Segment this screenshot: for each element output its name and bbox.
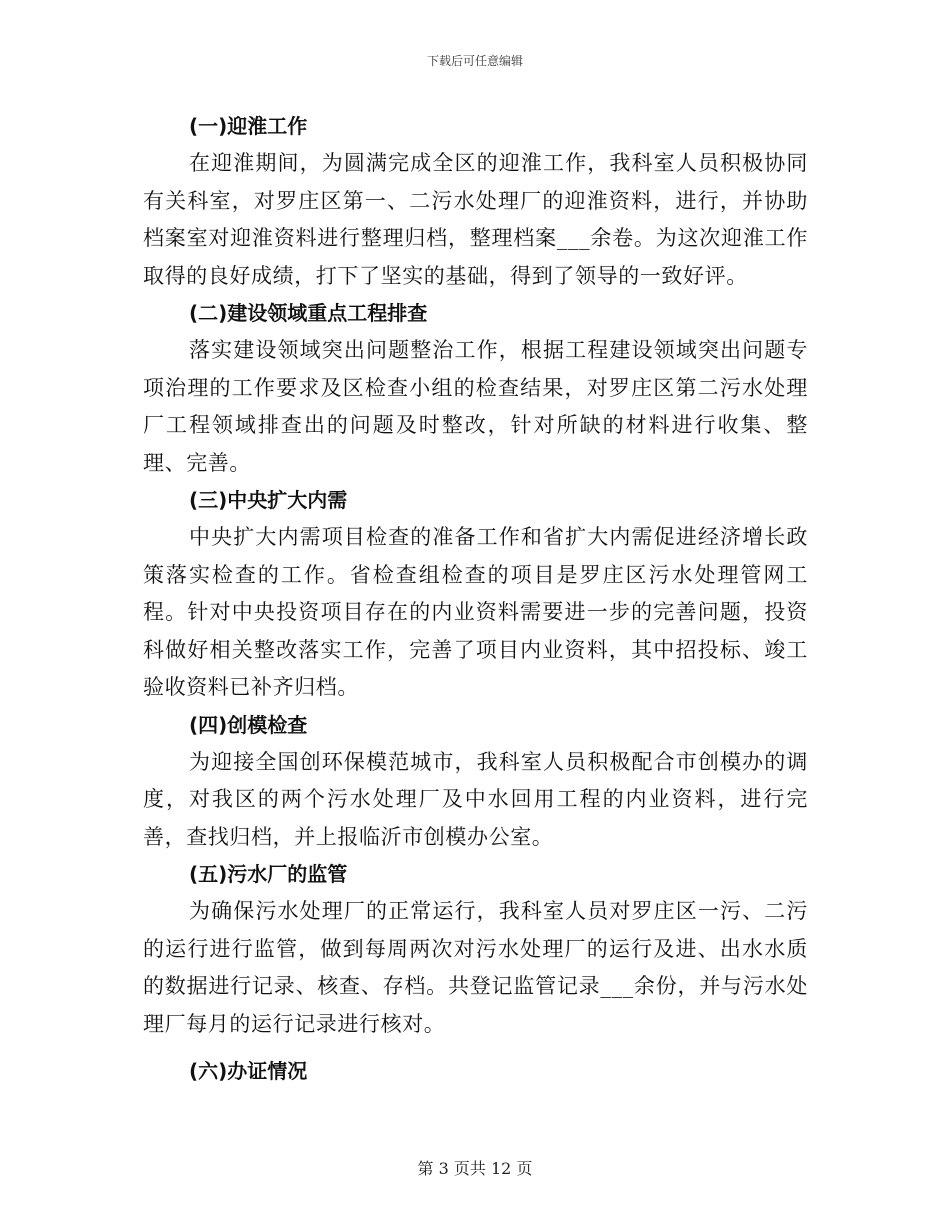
section-heading: (一)迎淮工作 <box>189 114 308 138</box>
page-header: 下载后可任意编辑 <box>426 54 523 68</box>
section-paragraph: 中央扩大内需项目检查的准备工作和省扩大内需促进经济增长政策落实检查的工作。省检查组检查的项目是罗庄区污水处理管网工程。针对中央投资项目存在的内业资料需要进一步的完善问题，投资科做好相关整改落实工作，完善了项目内业资料，其中招投标、竣工验收资料已补齐归档。 <box>143 525 808 699</box>
section-paragraph: 落实建设领域突出问题整治工作，根据工程建设领域突出问题专项治理的工作要求及区检查小组的检查结果，对罗庄区第二污水处理厂工程领域排查出的问题及时整改，针对所缺的材料进行收集、整理、完善。 <box>143 338 808 475</box>
section-paragraph: 为确保污水处理厂的正常运行，我科室人员对罗庄区一污、二污的运行进行监管，做到每周两次对污水处理厂的运行及进、出水水质的数据进行记录、核查、存档。共登记监管记录___余份，并与污水处理厂每月的运行记录进行核对。 <box>143 899 808 1036</box>
section-heading: (五)污水厂的监管 <box>189 862 348 886</box>
document-body <box>143 108 808 1090</box>
page-footer: 第 3 页共 12 页 <box>417 1159 533 1178</box>
section-heading: (二)建设领域重点工程排查 <box>189 301 428 325</box>
section-paragraph: 为迎接全国创环保模范城市，我科室人员积极配合市创模办的调度，对我区的两个污水处理厂及中水回用工程的内业资料，进行完善，查找归档，并上报临沂市创模办公室。 <box>143 749 808 849</box>
section-heading: (三)中央扩大内需 <box>189 488 348 512</box>
section-heading: (四)创模检查 <box>189 712 308 737</box>
section-paragraph: 在迎淮期间，为圆满完成全区的迎淮工作，我科室人员积极协同有关科室，对罗庄区第一、二污水处理厂的迎淮资料，进行，并协助档案室对迎淮资料进行整理归档，整理档案___余卷。为这次迎淮工作取得的良好成绩，打下了坚实的基础，得到了领导的一致好评。 <box>143 151 808 288</box>
section-heading: (六)办证情况 <box>189 1059 308 1083</box>
